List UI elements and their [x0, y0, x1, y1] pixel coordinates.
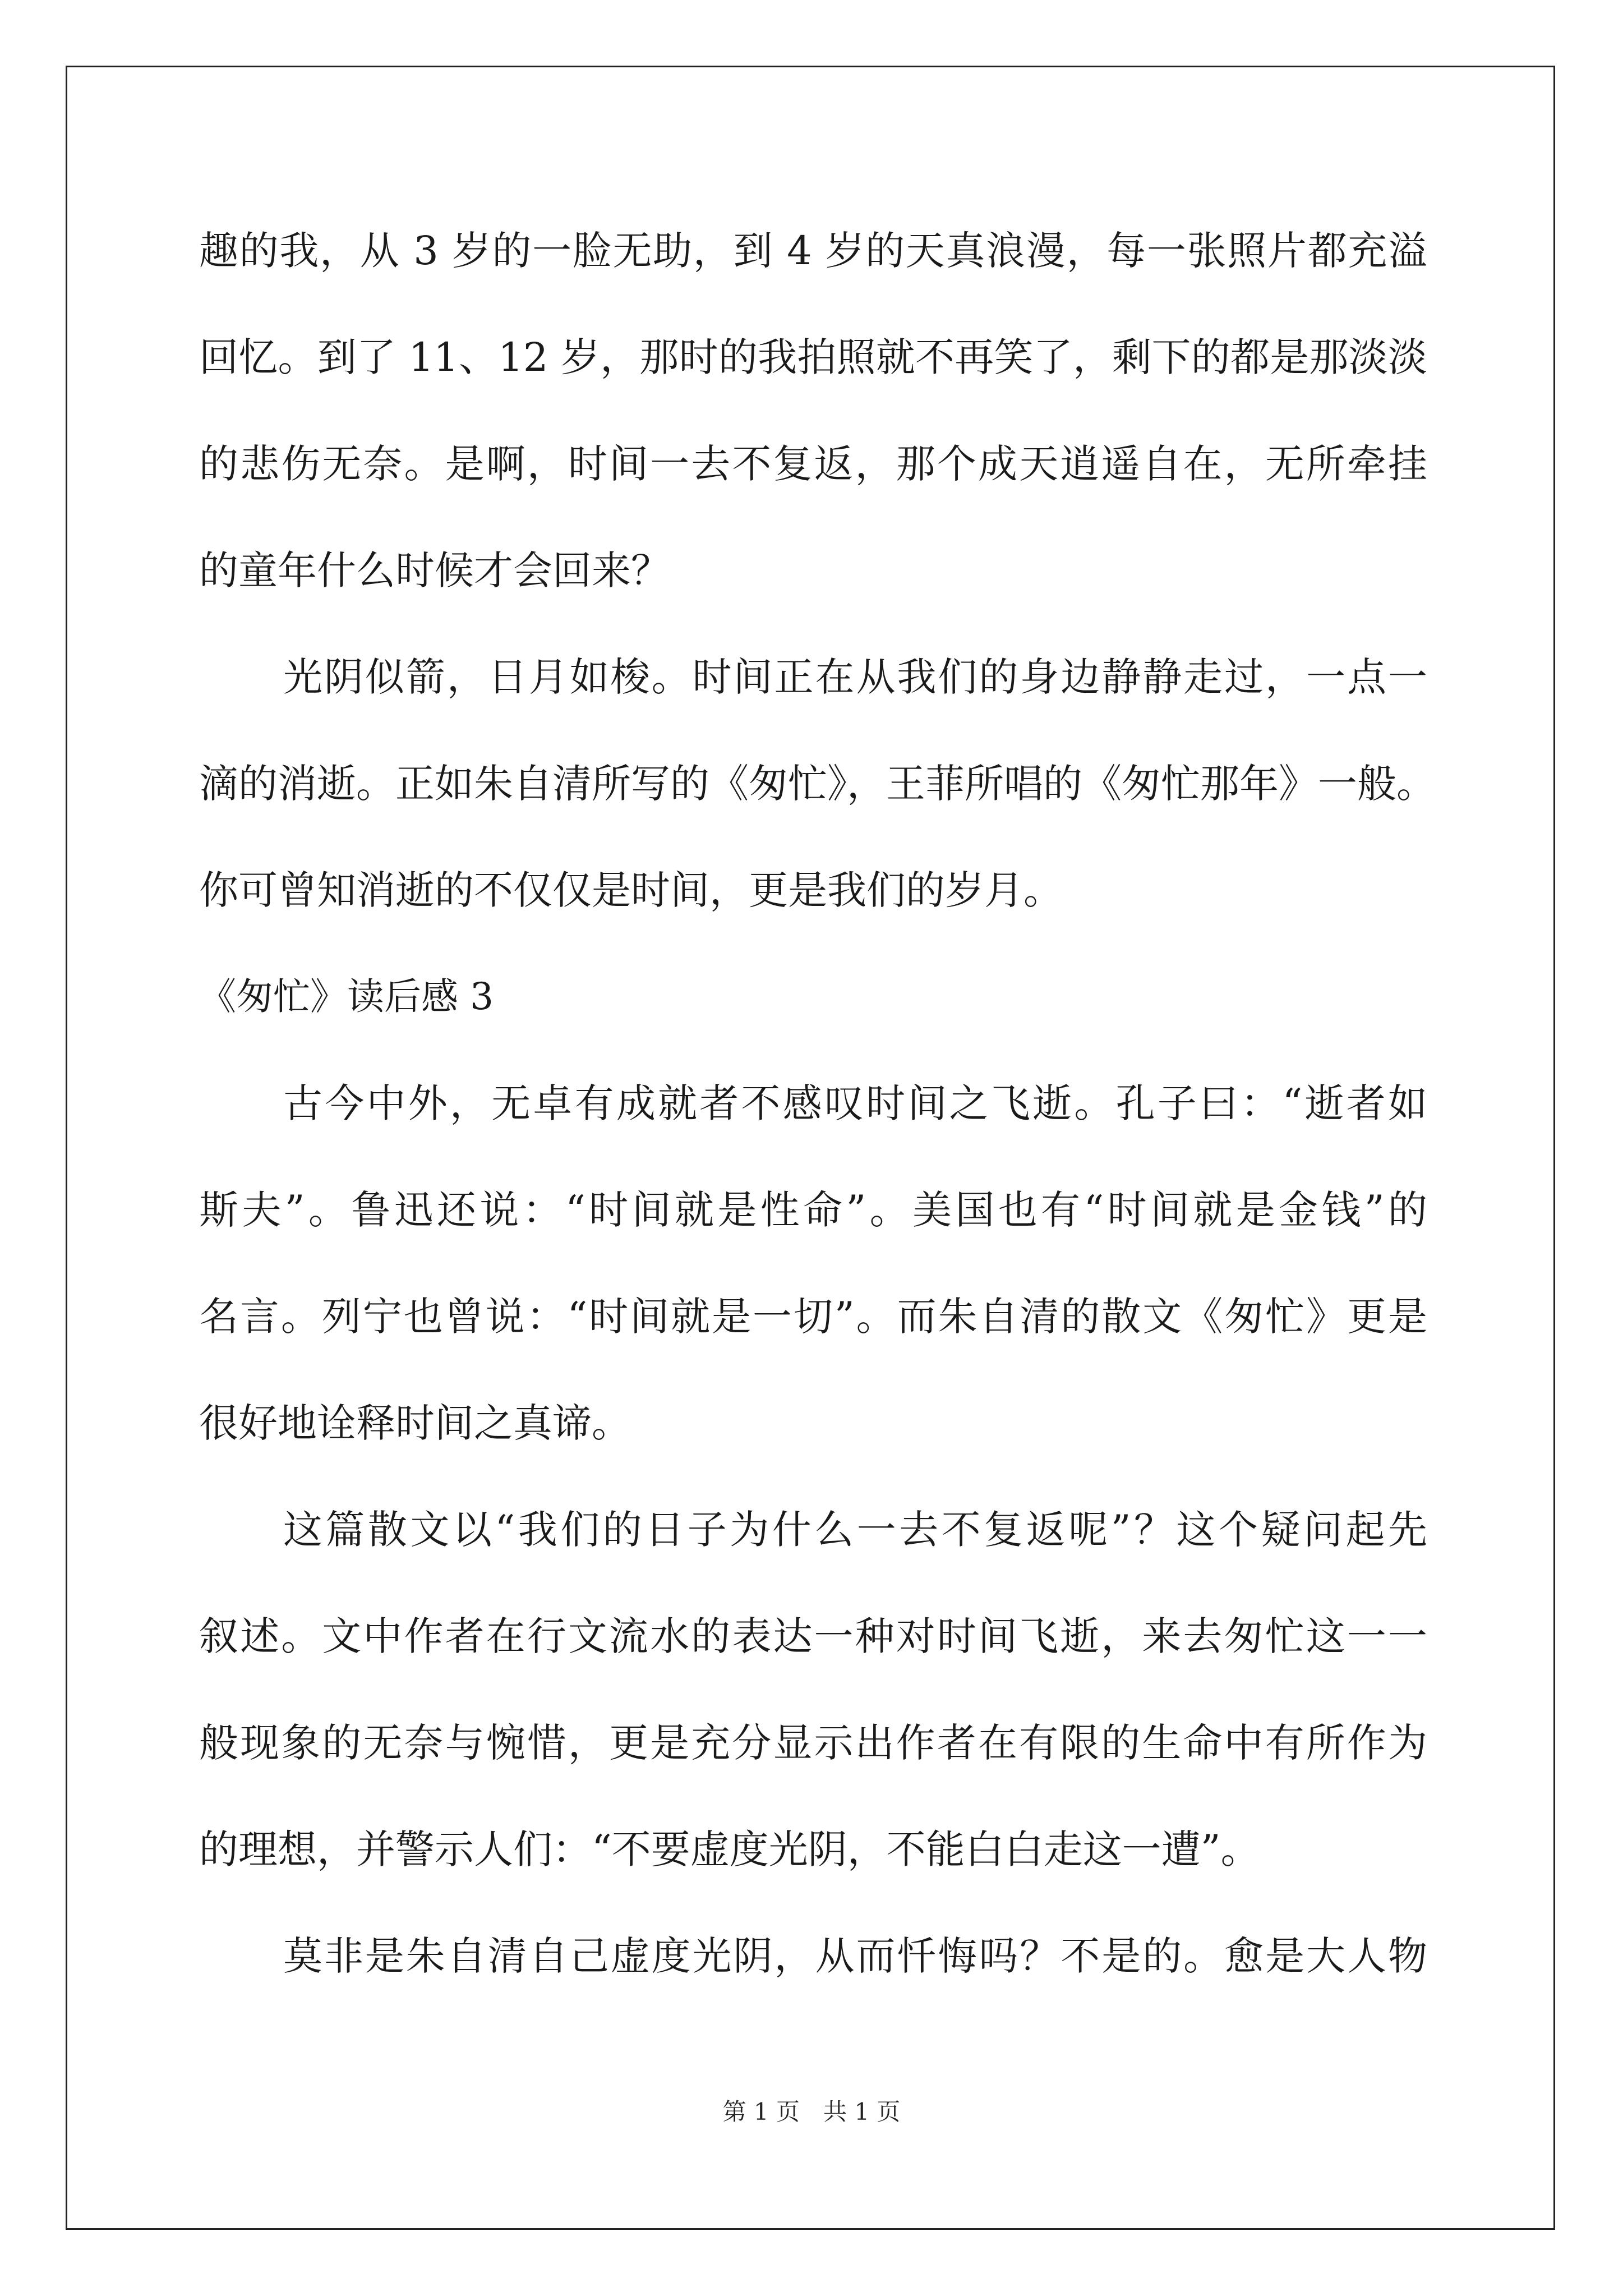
page-number-footer: 第 1 页 共 1 页	[722, 2098, 901, 2125]
section-heading: 《匆忙》读后感 3	[199, 975, 494, 1018]
paragraph-first-line: 莫非是朱自清自己虚度光阴，从而忏悔吗？不是的。愈是大人物	[283, 1933, 1427, 1979]
paragraph-first-line: 这篇散文以“我们的日子为什么一去不复返呢”？这个疑问起先	[283, 1507, 1427, 1553]
text-line: 滴的消逝。正如朱自清所写的《匆忙》，王菲所唱的《匆忙那年》一般。	[199, 761, 1436, 807]
page-border	[66, 66, 1555, 2230]
text-line: 叙述。文中作者在行文流水的表达一种对时间飞逝，来去匆忙这一一	[199, 1613, 1427, 1659]
text-line: 的理想，并警示人们：“不要虚度光阴，不能白白走这一遭”。	[199, 1826, 1260, 1872]
text-line: 的悲伤无奈。是啊，时间一去不复返，那个成天逍遥自在，无所牵挂	[199, 441, 1427, 487]
text-line: 斯夫”。鲁迅还说：“时间就是性命”。美国也有“时间就是金钱”的	[199, 1187, 1427, 1233]
text-line: 名言。列宁也曾说：“时间就是一切”。而朱自清的散文《匆忙》更是	[199, 1294, 1427, 1340]
text-line: 的童年什么时候才会回来？	[199, 547, 670, 593]
text-line: 般现象的无奈与惋惜，更是充分显示出作者在有限的生命中有所作为	[199, 1720, 1427, 1766]
paragraph-first-line: 古今中外，无卓有成就者不感叹时间之飞逝。孔子曰：“逝者如	[283, 1080, 1427, 1126]
text-line: 趣的我，从 3 岁的一脸无助，到 4 岁的天真浪漫，每一张照片都充溢	[199, 228, 1427, 274]
text-line: 很好地诠释时间之真谛。	[199, 1400, 631, 1446]
text-line: 回忆。到了 11、12 岁，那时的我拍照就不再笑了，剩下的都是那淡淡	[199, 334, 1427, 380]
text-line: 你可曾知消逝的不仅仅是时间，更是我们的岁月。	[199, 867, 1063, 913]
paragraph-first-line: 光阴似箭，日月如梭。时间正在从我们的身边静静走过，一点一	[283, 654, 1427, 700]
